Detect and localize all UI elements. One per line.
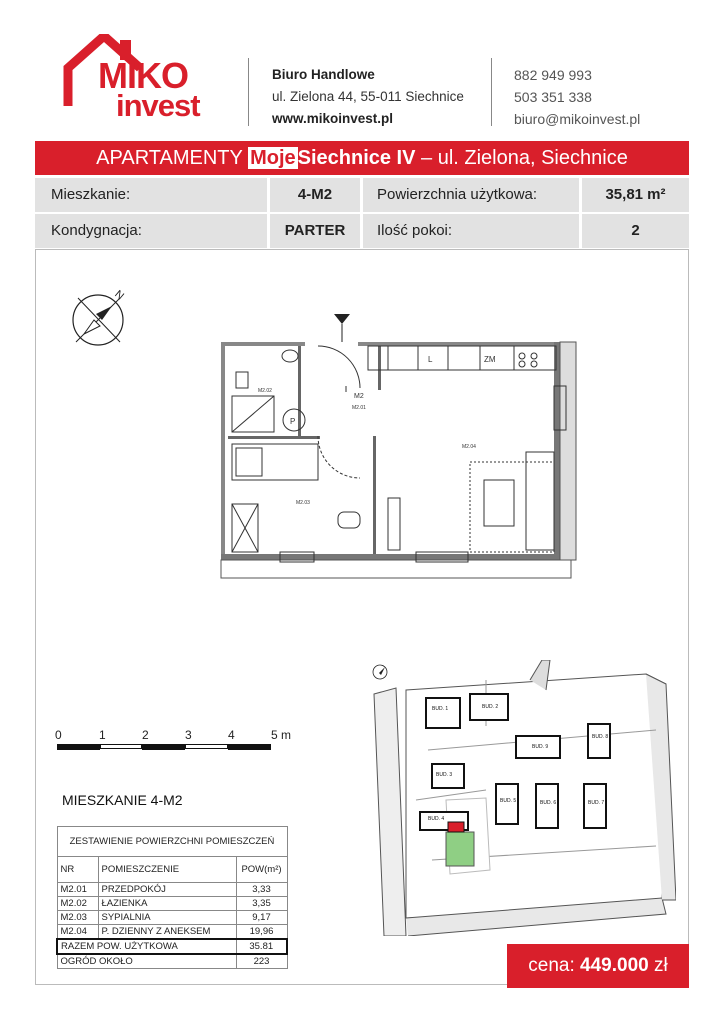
info-row-1	[35, 178, 689, 212]
row-nr: M2.01	[57, 883, 98, 897]
table-total-row	[57, 939, 287, 954]
site-bud-4: BUD. 4	[428, 816, 445, 822]
scale-bar	[55, 728, 295, 752]
table-row	[57, 897, 287, 911]
area-table	[56, 826, 288, 969]
garden-value: 223	[236, 954, 287, 969]
title-suffix: – ul. Zielona, Siechnice	[415, 147, 628, 169]
price-currency: zł	[648, 955, 668, 976]
site-bud-6: BUD. 6	[540, 800, 557, 806]
table-row	[57, 883, 287, 897]
site-bud-8: BUD. 8	[592, 734, 609, 740]
site-bud-7: BUD. 7	[588, 800, 605, 806]
plan-label-m2: M2	[354, 393, 364, 400]
floor-plan	[218, 312, 584, 580]
row-nr: M2.02	[57, 897, 98, 911]
price-badge	[507, 944, 689, 988]
total-value: 35.81	[236, 939, 287, 954]
contact-phone-2[interactable]: 503 351 338	[514, 89, 592, 105]
site-bud-3: BUD. 3	[436, 772, 453, 778]
plan-label-m202: M2.02	[258, 388, 272, 394]
scale-tick-3: 3	[185, 728, 192, 742]
contact-block	[514, 64, 640, 130]
row-name: PRZEDPOKÓJ	[98, 883, 236, 897]
office-website[interactable]: www.mikoinvest.pl	[272, 111, 394, 126]
title-brand-a: Moje	[250, 147, 296, 169]
floor-label: Kondygnacja:	[35, 214, 267, 248]
table-row	[57, 911, 287, 925]
row-area: 19,96	[236, 925, 287, 940]
title-prefix: APARTAMENTY	[96, 147, 249, 169]
col-area: POW(m²)	[236, 857, 287, 883]
site-plan	[366, 660, 676, 936]
site-bud-9: BUD. 9	[532, 744, 549, 750]
contact-phone-1[interactable]: 882 949 993	[514, 67, 592, 83]
scale-tick-5: 5 m	[271, 728, 292, 742]
header-divider-2	[491, 58, 492, 126]
row-name: P. DZIENNY Z ANEKSEM	[98, 925, 236, 940]
row-name: ŁAZIENKA	[98, 897, 236, 911]
compass-north-label: N	[112, 288, 127, 303]
table-header: ZESTAWIENIE POWIERZCHNI POMIESZCZEŃ	[57, 827, 287, 857]
row-name: SYPIALNIA	[98, 911, 236, 925]
plan-label-m204: M2.04	[462, 444, 476, 450]
compass-icon	[68, 284, 132, 348]
site-bud-5: BUD. 5	[500, 798, 517, 804]
row-area: 3,35	[236, 897, 287, 911]
scale-tick-1: 1	[99, 728, 106, 742]
plan-label-m203: M2.03	[296, 500, 310, 506]
office-block	[272, 64, 464, 130]
apartment-value: 4-M2	[270, 178, 360, 212]
row-nr: M2.04	[57, 925, 98, 940]
header-divider-1	[248, 58, 249, 126]
row-nr: M2.03	[57, 911, 98, 925]
info-row-2	[35, 214, 689, 248]
site-bud-2: BUD. 2	[482, 704, 499, 710]
apartment-label: Mieszkanie:	[35, 178, 267, 212]
area-label: Powierzchnia użytkowa:	[363, 178, 579, 212]
rooms-label: Ilość pokoi:	[363, 214, 579, 248]
contact-email[interactable]: biuro@mikoinvest.pl	[514, 111, 641, 127]
scale-tick-0: 0	[55, 728, 62, 742]
col-nr: NR	[57, 857, 98, 883]
office-address: ul. Zielona 44, 55-011 Siechnice	[272, 89, 464, 104]
logo-text-bottom: invest	[116, 88, 200, 123]
project-title-bar	[35, 141, 689, 175]
office-title: Biuro Handlowe	[272, 67, 375, 82]
plan-label-m201: M2.01	[352, 405, 366, 411]
row-area: 3,33	[236, 883, 287, 897]
logo-text-top: MIKO	[98, 55, 188, 96]
apartment-title: MIESZKANIE 4-M2	[62, 792, 183, 808]
col-room: POMIESZCZENIE	[98, 857, 236, 883]
garden-label: OGRÓD OKOŁO	[57, 954, 236, 969]
area-value: 35,81 m²	[582, 178, 689, 212]
row-area: 9,17	[236, 911, 287, 925]
price-label: cena:	[528, 955, 581, 976]
title-brand-b: Siechnice IV	[297, 147, 416, 169]
table-garden-row	[57, 954, 287, 969]
table-row	[57, 925, 287, 940]
plan-label-l: L	[428, 355, 433, 364]
total-label: RAZEM POW. UŻYTKOWA	[57, 939, 236, 954]
scale-tick-2: 2	[142, 728, 149, 742]
plan-label-p: P	[290, 417, 296, 426]
price-value: 449.000	[580, 955, 649, 976]
site-compass-icon	[373, 665, 387, 679]
rooms-value: 2	[582, 214, 689, 248]
site-bud-1: BUD. 1	[432, 706, 449, 712]
floor-value: PARTER	[270, 214, 360, 248]
scale-tick-4: 4	[228, 728, 235, 742]
plan-label-zm: ZM	[484, 355, 496, 364]
mikoinvest-logo	[62, 34, 234, 126]
